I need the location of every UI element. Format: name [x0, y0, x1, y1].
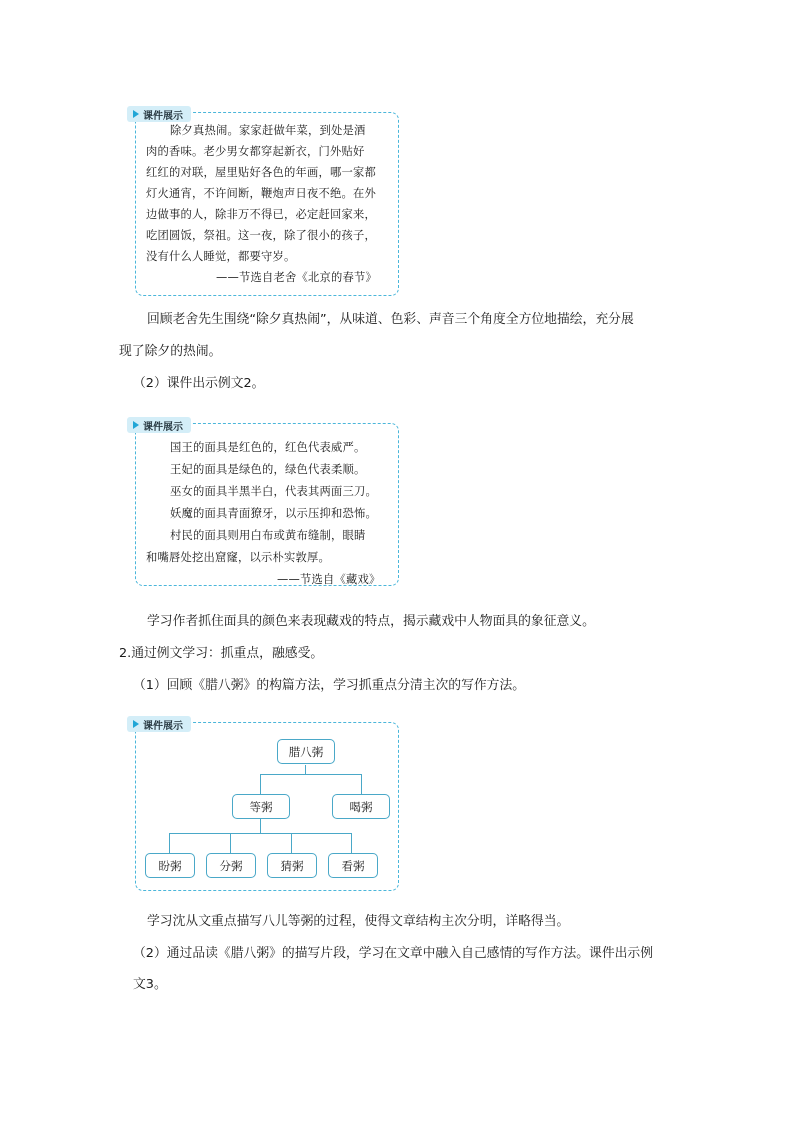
tree-node-level2: 等粥 — [232, 794, 290, 819]
play-triangle-icon — [133, 421, 139, 429]
example1-line: 边做事的人，除非万不得已，必定赶回家来， — [146, 208, 376, 221]
courseware-label: 课件展示 — [127, 417, 191, 433]
courseware-label: 课件展示 — [127, 106, 191, 122]
tree-node-level3: 看粥 — [328, 853, 378, 878]
paragraph-4: 2.通过例文学习：抓重点，融感受。 — [119, 646, 324, 661]
tree-connector — [169, 833, 352, 834]
example2-line: 妖魔的面具青面獠牙，以示压抑和恐怖。 — [170, 507, 377, 520]
paragraph-1-line-2: 现了除夕的热闹。 — [119, 344, 222, 359]
example2-source: ——节选自《藏戏》 — [277, 573, 381, 586]
tree-connector — [260, 774, 261, 794]
paragraph-6: 学习沈从文重点描写八儿等粥的过程，使得文章结构主次分明，详略得当。 — [147, 914, 570, 929]
tree-node-level3: 盼粥 — [145, 853, 195, 878]
paragraph-7-line-2: 文3。 — [133, 977, 167, 992]
paragraph-3: 学习作者抓住面具的颜色来表现藏戏的特点，揭示藏戏中人物面具的象征意义。 — [147, 614, 595, 629]
example1-line: 没有什么人睡觉，都要守岁。 — [146, 250, 296, 263]
paragraph-5: （1）回顾《腊八粥》的构篇方法，学习抓重点分清主次的写作方法。 — [133, 678, 526, 693]
example2-line: 巫女的面具半黑半白，代表其两面三刀。 — [170, 485, 377, 498]
play-triangle-icon — [133, 110, 139, 118]
example1-line: 吃团圆饭，祭祖。这一夜，除了很小的孩子， — [146, 229, 376, 242]
play-triangle-icon — [133, 720, 139, 728]
example1-line: 灯火通宵，不许间断，鞭炮声日夜不绝。在外 — [146, 187, 376, 200]
tree-connector — [260, 819, 261, 833]
example1-source: ——节选自老舍《北京的春节》 — [216, 271, 377, 284]
example2-line: 王妃的面具是绿色的，绿色代表柔顺。 — [170, 463, 366, 476]
tree-connector — [291, 833, 292, 853]
courseware-box-3 — [135, 722, 399, 891]
tree-node-level3: 分粥 — [206, 853, 256, 878]
tree-connector — [361, 774, 362, 794]
tree-node-level3: 猜粥 — [267, 853, 317, 878]
tree-connector — [351, 833, 352, 853]
tree-node-root: 腊八粥 — [277, 739, 335, 764]
example2-line: 国王的面具是红色的，红色代表威严。 — [170, 441, 366, 454]
tree-connector — [230, 833, 231, 853]
example1-line: 红红的对联，屋里贴好各色的年画，哪一家都 — [146, 166, 376, 179]
paragraph-7-line-1: （2）通过品读《腊八粥》的描写片段，学习在文章中融入自己感情的写作方法。课件出示例 — [133, 946, 654, 961]
example2-line: 和嘴唇处挖出窟窿，以示朴实敦厚。 — [146, 551, 330, 564]
tree-connector — [169, 833, 170, 853]
tree-connector — [260, 774, 362, 775]
tree-node-level2: 喝粥 — [332, 794, 390, 819]
courseware-box-2 — [135, 423, 399, 586]
example1-line: 除夕真热闹。家家赶做年菜，到处是酒 — [170, 124, 366, 137]
paragraph-1-line-1: 回顾老舍先生围绕“除夕真热闹”，从味道、色彩、声音三个角度全方位地描绘，充分展 — [147, 312, 634, 327]
paragraph-2: （2）课件出示例文2。 — [133, 376, 265, 391]
courseware-box-1 — [135, 112, 399, 296]
example2-line: 村民的面具则用白布或黄布缝制，眼睛 — [170, 529, 366, 542]
courseware-label: 课件展示 — [127, 716, 191, 732]
example1-line: 肉的香味。老少男女都穿起新衣，门外贴好 — [146, 145, 365, 158]
